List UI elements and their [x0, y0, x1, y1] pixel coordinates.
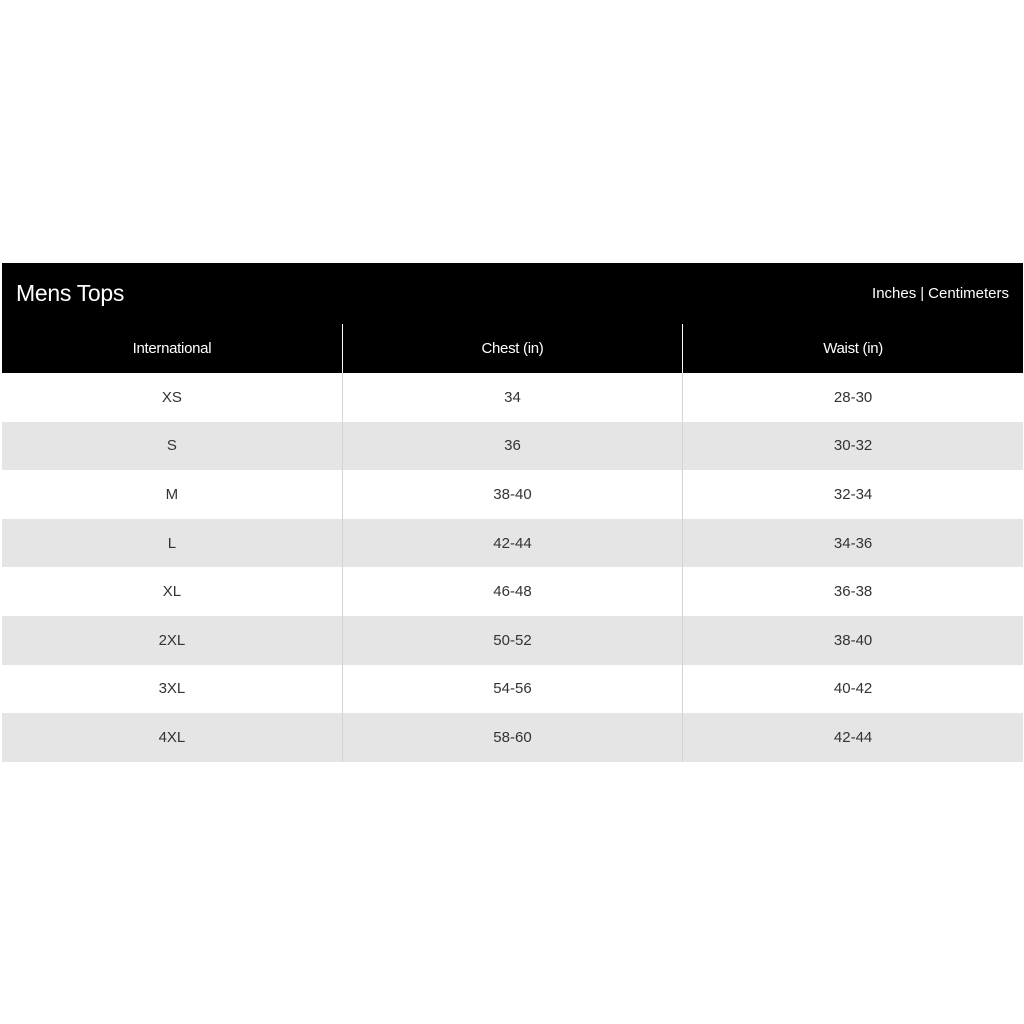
unit-toggle: [872, 285, 1009, 302]
waist-cell: 38-40: [683, 616, 1023, 665]
chest-cell: 50-52: [342, 616, 682, 665]
centimeters-toggle[interactable]: Centimeters: [928, 285, 1009, 302]
chest-cell: 36: [342, 422, 682, 471]
size-cell: XL: [2, 567, 342, 616]
size-cell: M: [2, 470, 342, 519]
waist-cell: 36-38: [683, 567, 1023, 616]
chest-cell: 54-56: [342, 665, 682, 714]
table-row: [2, 616, 1023, 665]
size-table: [2, 324, 1023, 762]
waist-cell: 30-32: [683, 422, 1023, 471]
waist-cell: 42-44: [683, 713, 1023, 762]
size-cell: 3XL: [2, 665, 342, 714]
column-header-waist: Waist (in): [683, 324, 1023, 373]
size-cell: L: [2, 519, 342, 568]
table-row: [2, 567, 1023, 616]
table-header-row: [2, 324, 1023, 373]
table-row: [2, 665, 1023, 714]
chest-cell: 34: [342, 373, 682, 422]
column-header-international: International: [2, 324, 342, 373]
waist-cell: 32-34: [683, 470, 1023, 519]
table-row: [2, 519, 1023, 568]
table-row: [2, 422, 1023, 471]
chest-cell: 38-40: [342, 470, 682, 519]
unit-separator: |: [920, 285, 925, 302]
column-header-chest: Chest (in): [342, 324, 682, 373]
size-cell: XS: [2, 373, 342, 422]
chart-header: [2, 263, 1023, 324]
inches-toggle[interactable]: Inches: [872, 285, 917, 302]
waist-cell: 28-30: [683, 373, 1023, 422]
waist-cell: 34-36: [683, 519, 1023, 568]
chart-title: Mens Tops: [16, 280, 125, 306]
table-row: [2, 470, 1023, 519]
size-chart: [2, 263, 1023, 762]
chest-cell: 58-60: [342, 713, 682, 762]
chest-cell: 42-44: [342, 519, 682, 568]
chest-cell: 46-48: [342, 567, 682, 616]
size-cell: 4XL: [2, 713, 342, 762]
size-cell: 2XL: [2, 616, 342, 665]
waist-cell: 40-42: [683, 665, 1023, 714]
size-cell: S: [2, 422, 342, 471]
table-row: [2, 713, 1023, 762]
table-row: [2, 373, 1023, 422]
